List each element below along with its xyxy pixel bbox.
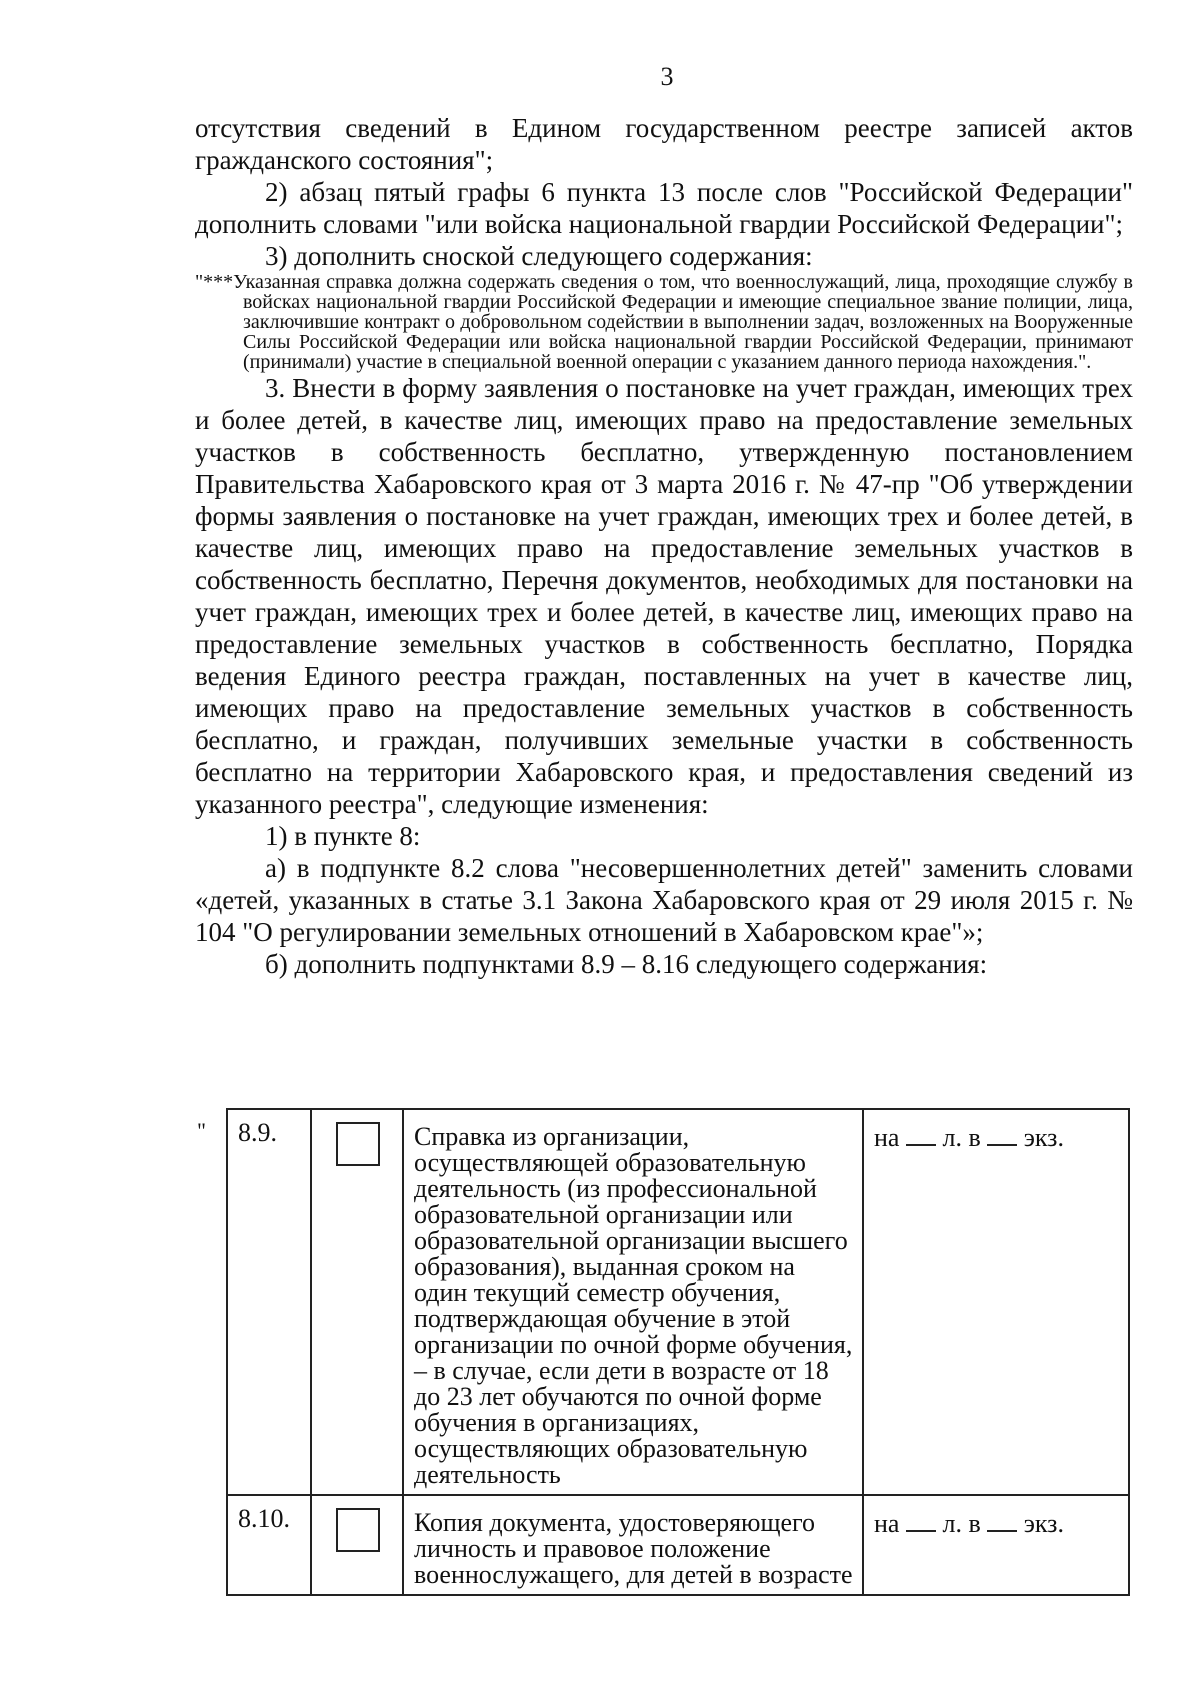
paragraph-3: 3) дополнить сноской следующего содержания: <box>265 241 813 271</box>
table-quote-mark: " <box>197 1118 206 1143</box>
row-checkbox[interactable] <box>336 1122 380 1166</box>
sheets-blank[interactable] <box>906 1510 936 1532</box>
qty-mid: л. в <box>942 1509 981 1538</box>
paragraph-5: 1) в пункте 8: <box>265 821 421 851</box>
row-checkbox-cell <box>311 1495 403 1595</box>
row-description: Копия документа, удостоверяющего личность и правовое положение военнослужащего, для детей в возрасте <box>403 1495 863 1595</box>
page-number: 3 <box>660 62 674 91</box>
row-checkbox-cell <box>311 1109 403 1495</box>
copies-blank[interactable] <box>987 1510 1017 1532</box>
table-row <box>227 1109 1129 1495</box>
paragraph-7: б) дополнить подпунктами 8.9 – 8.16 следующего содержания: <box>265 949 988 979</box>
qty-suffix: экз. <box>1023 1123 1064 1152</box>
paragraph-2: 2) абзац пятый графы 6 пункта 13 после слов "Российской Федерации" дополнить словами "или войска национальной гвардии Российской Федерации"; <box>195 177 1133 239</box>
row-quantity <box>863 1109 1129 1495</box>
copies-blank[interactable] <box>987 1124 1017 1146</box>
paragraph-1: отсутствия сведений в Едином государственном реестре записей актов гражданского состояния"; <box>195 113 1133 175</box>
qty-prefix: на <box>874 1509 900 1538</box>
documents-table <box>226 1108 1130 1596</box>
qty-mid: л. в <box>942 1123 981 1152</box>
row-description: Справка из организации, осуществляющей образовательную деятельность (из профессиональной образовательной организации или образовательной организации высшего образования), выданная сроком на один текущий семестр обучения, подтверждающая обучение в этой организации по очной форме обучения, – в случае, если дети в возрасте от 18 до 23 лет обучаются по очной форме обучения в организациях, осуществляющих образовательную деятельность <box>403 1109 863 1495</box>
paragraph-6: а) в подпункте 8.2 слова "несовершеннолетних детей" заменить словами «детей, указанных в статье 3.1 Закона Хабаровского края от 29 июля 2015 г. № 104 "О регулировании земельных отношений в Хабаровском крае"»; <box>195 853 1133 947</box>
row-checkbox[interactable] <box>336 1508 380 1552</box>
qty-prefix: на <box>874 1123 900 1152</box>
paragraph-4: 3. Внести в форму заявления о постановке на учет граждан, имеющих трех и более детей, в качестве лиц, имеющих право на предоставление земельных участков в собственность бесплатно, утвержденную постановлением Правительства Хабаровского края от 3 марта 2016 г. № 47-пр "Об утверждении формы заявления о постановке на учет граждан, имеющих трех и более детей, в качестве лиц, имеющих право на предоставление земельных участков в собственность бесплатно, Перечня документов, необходимых для постановки на учет граждан, имеющих трех и более детей, в качестве лиц, имеющих право на предоставление земельных участков в собственность бесплатно, Порядка ведения Единого реестра граждан, поставленных на учет в качестве лиц, имеющих право на предоставление земельных участков в собственность бесплатно, и граждан, получивших земельные участки в собственность бесплатно на территории Хабаровского края, и предоставления сведений из указанного реестра", следующие изменения: <box>195 373 1133 819</box>
row-quantity <box>863 1495 1129 1595</box>
qty-suffix: экз. <box>1023 1509 1064 1538</box>
row-number: 8.10. <box>227 1495 311 1595</box>
footnote-text: "***Указанная справка должна содержать сведения о том, что военнослужащий, лица, проходящие службу в войсках национальной гвардии Российской Федерации и имеющие специальное звание полиции, лица, заключившие контракт о добровольном содействии в выполнении задач, возложенных на Вооруженные Силы Российской Федерации или войска национальной гвардии Российской Федерации, принимают (принимали) участие в специальной военной операции с указанием данного периода нахождения.". <box>195 271 1133 373</box>
table-row <box>227 1495 1129 1595</box>
sheets-blank[interactable] <box>906 1124 936 1146</box>
document-body <box>195 112 1133 980</box>
row-number: 8.9. <box>227 1109 311 1495</box>
